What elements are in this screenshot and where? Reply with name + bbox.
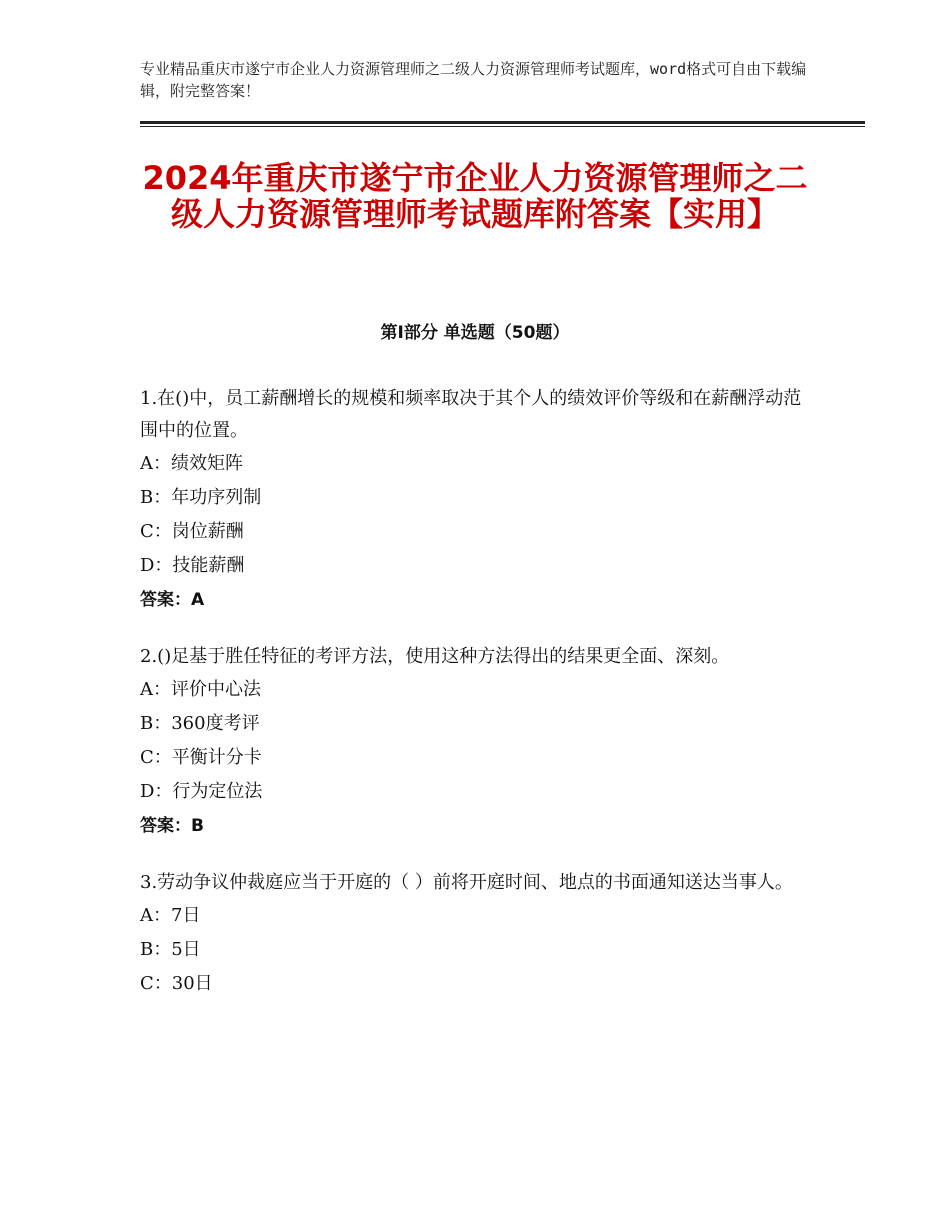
answer-line: 答案：A <box>140 590 205 610</box>
question-stem: 3.劳动争议仲裁庭应当于开庭的（ ）前将开庭时间、地点的书面通知送达当事人。 <box>140 872 793 893</box>
question-list <box>140 383 810 1025</box>
option-c: C：岗位薪酬 <box>140 521 244 542</box>
option-c: C：平衡计分卡 <box>140 747 262 768</box>
header-rule-thin <box>140 126 865 127</box>
option-a: A：7日 <box>140 905 201 926</box>
option-d: D：技能薪酬 <box>140 555 245 576</box>
option-a: A：绩效矩阵 <box>140 453 243 474</box>
option-b: B：5日 <box>140 939 201 960</box>
option-a: A：评价中心法 <box>140 679 261 700</box>
question-stem: 1.在()中，员工薪酬增长的规模和频率取决于其个人的绩效评价等级和在薪酬浮动范围中的位置。 <box>140 388 802 441</box>
option-c: C：30日 <box>140 973 213 994</box>
document-title: 2024年重庆市遂宁市企业人力资源管理师之二级人力资源管理师考试题库附答案【实用】 <box>142 159 808 233</box>
header-note: 专业精品重庆市遂宁市企业人力资源管理师之二级人力资源管理师考试题库，word格式可自由下载编辑，附完整答案！ <box>140 60 807 100</box>
answer-line: 答案：B <box>140 816 204 836</box>
question-3 <box>140 867 810 1001</box>
option-b: B：360度考评 <box>140 713 260 734</box>
option-b: B：年功序列制 <box>140 487 262 508</box>
option-d: D：行为定位法 <box>140 781 263 802</box>
header-rule-thick <box>140 121 865 124</box>
section-heading: 第Ⅰ部分 单选题（50题） <box>380 323 570 343</box>
question-stem: 2.()足基于胜任特征的考评方法，使用这种方法得出的结果更全面、深刻。 <box>140 646 730 667</box>
question-2 <box>140 641 810 843</box>
question-1 <box>140 383 810 617</box>
